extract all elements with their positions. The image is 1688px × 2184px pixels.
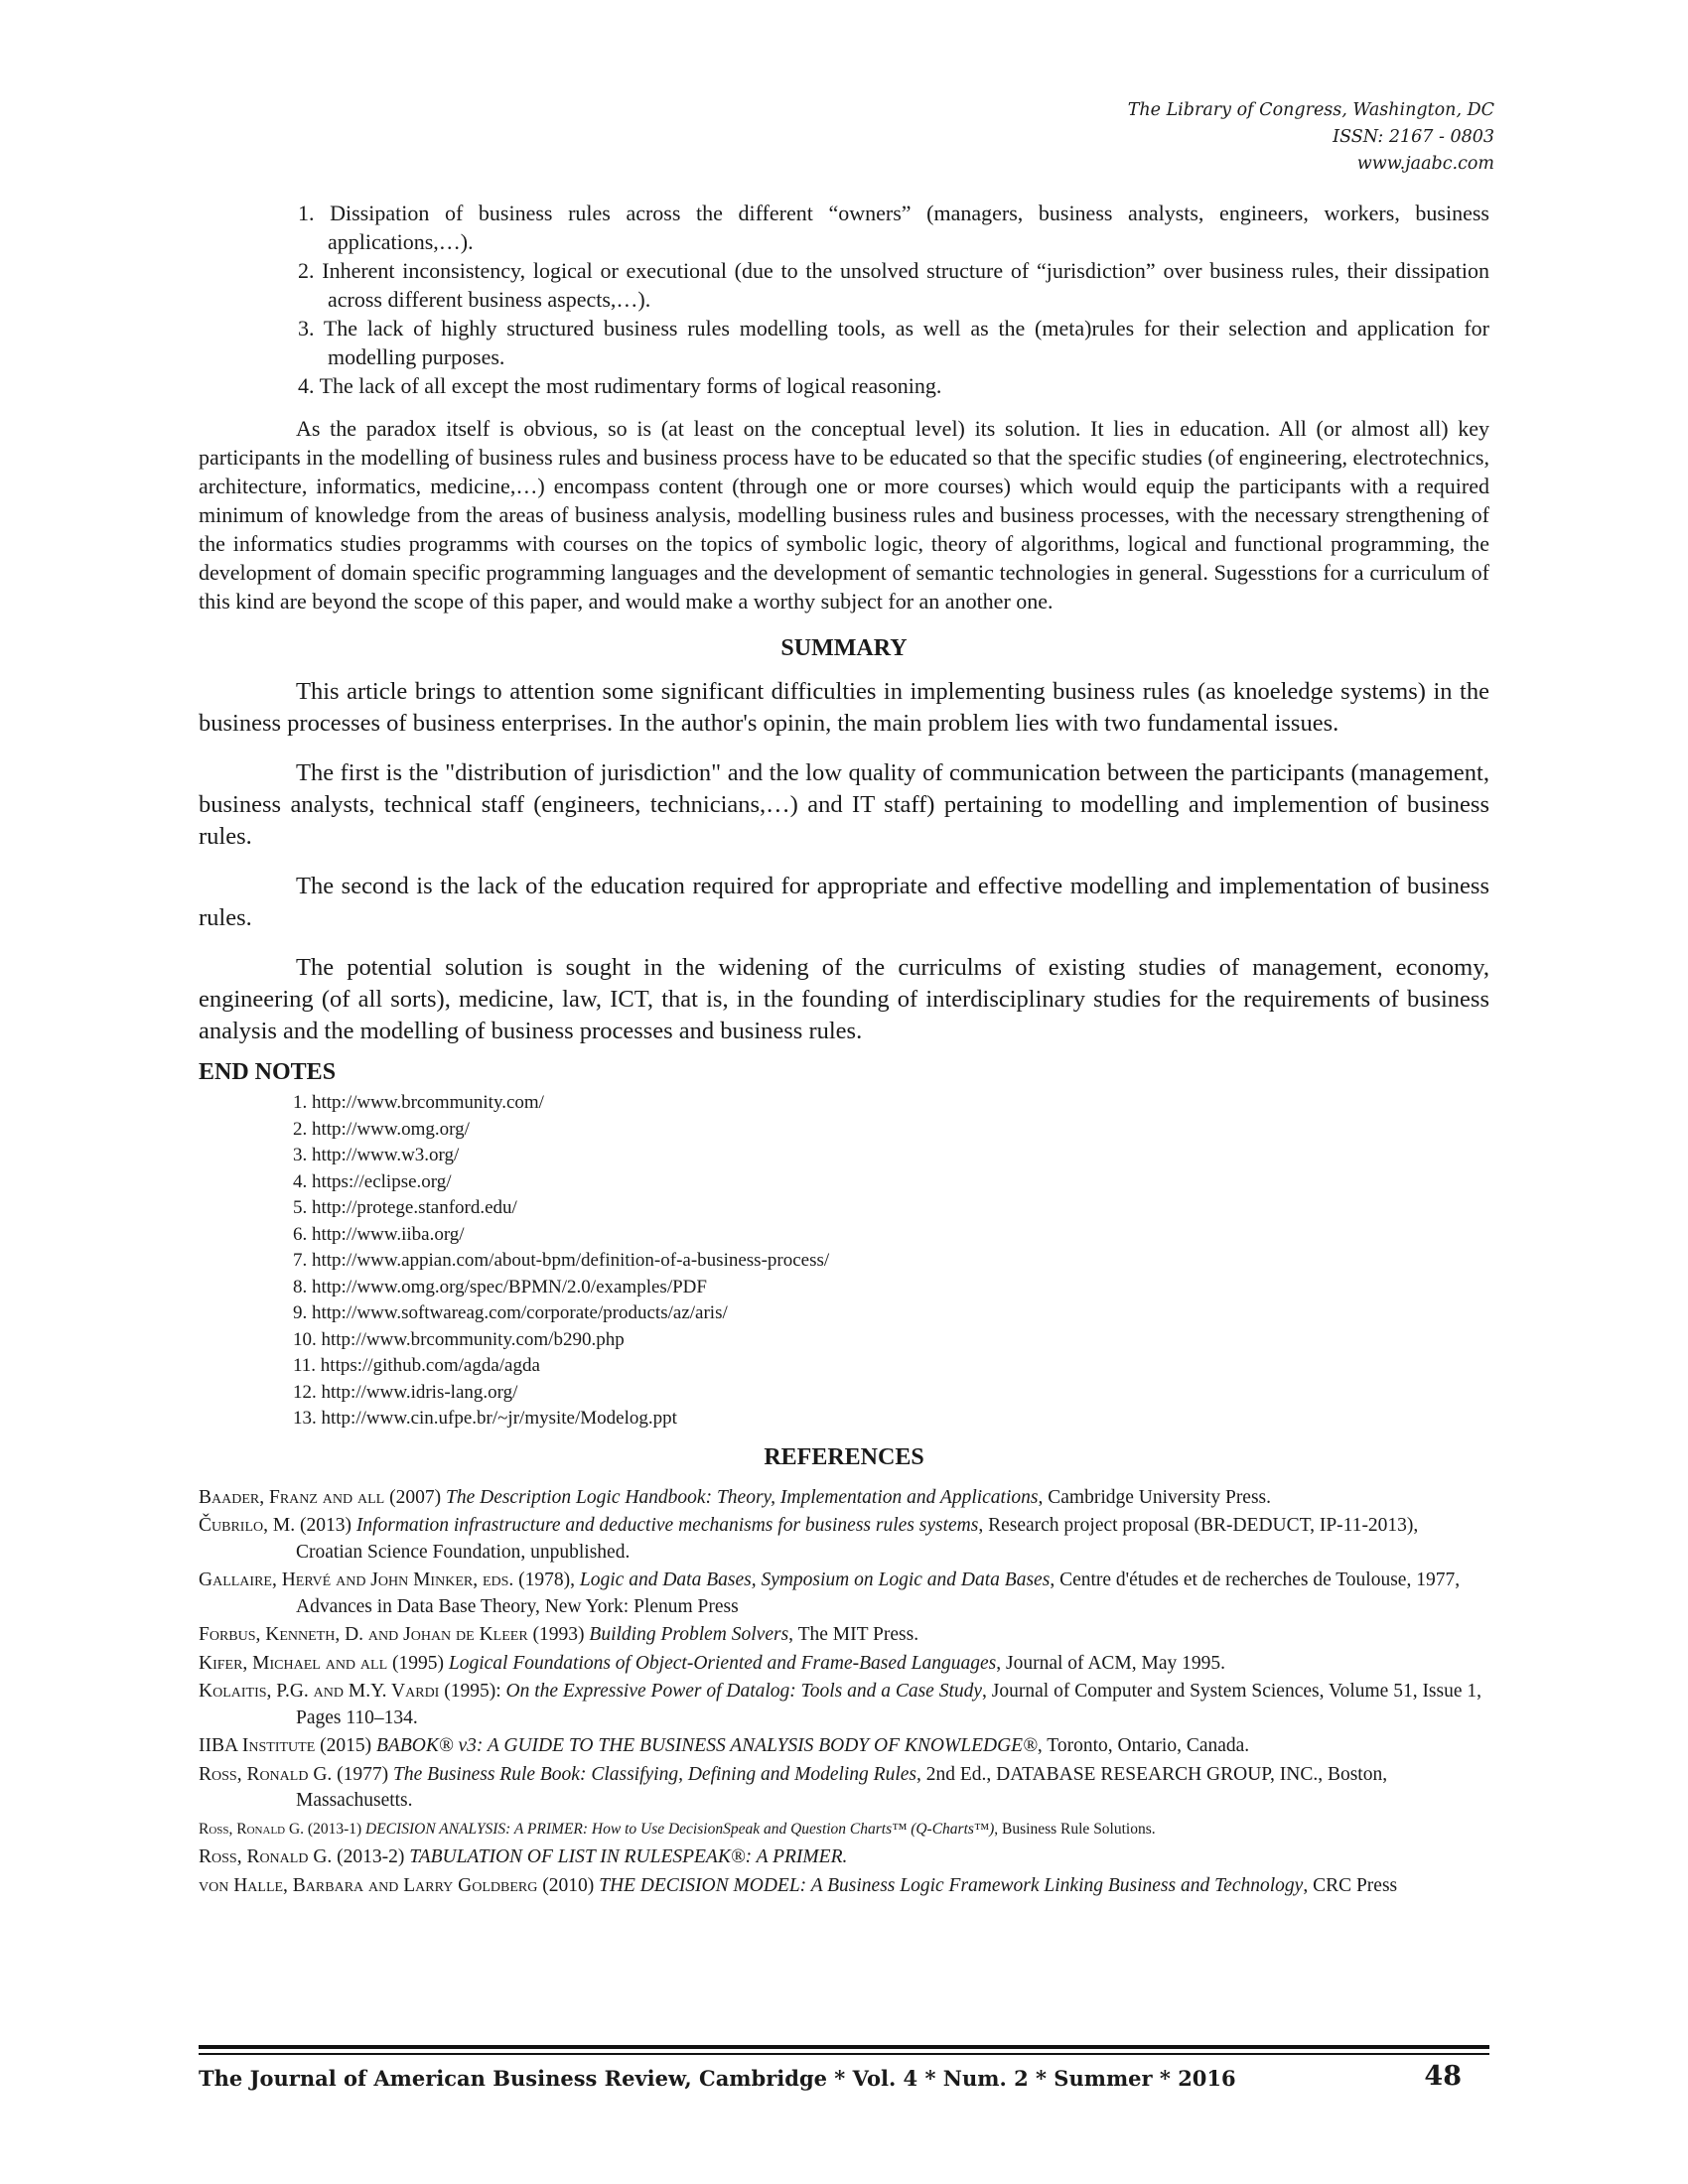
reference-item bbox=[199, 1485, 1489, 1512]
endnote-item: 8. http://www.omg.org/spec/BPMN/2.0/examples/PDF bbox=[293, 1276, 707, 1297]
reference-author: Čubrilo, M. bbox=[199, 1515, 296, 1536]
reference-title: Logic and Data Bases, Symposium on Logic and Data Bases bbox=[579, 1570, 1051, 1590]
reference-year: (1977) bbox=[332, 1763, 394, 1785]
summary-paragraph: The second is the lack of the education required for appropriate and effective modelling and implementation of business rules. bbox=[199, 873, 1489, 931]
endnote-item: 6. http://www.iiba.org/ bbox=[293, 1223, 465, 1245]
reference-author: Kolaitis, P.G. and M.Y. Vardi bbox=[199, 1681, 440, 1702]
references-heading: REFERENCES bbox=[764, 1443, 924, 1470]
header-website: www.jaabc.com bbox=[1356, 154, 1494, 174]
reference-publisher: , CRC Press bbox=[1303, 1874, 1398, 1896]
reference-year: (1995) bbox=[387, 1652, 449, 1674]
endnote-item: 12. http://www.idris-lang.org/ bbox=[293, 1381, 518, 1403]
reference-author: Ross, Ronald G. bbox=[199, 1763, 333, 1785]
reference-publisher: , Journal of Computer and System Sciences, Volume 51, Issue 1, Pages 110–134. bbox=[296, 1681, 1482, 1728]
reference-title: TABULATION OF LIST IN RULESPEAK®: A PRIMER. bbox=[409, 1846, 848, 1867]
reference-title: Building Problem Solvers bbox=[589, 1624, 789, 1645]
header-issn: ISSN: 2167 - 0803 bbox=[1333, 127, 1494, 147]
reference-year: (2013) bbox=[295, 1515, 356, 1536]
reference-year: (2013-1) bbox=[304, 1820, 366, 1838]
reference-year: (1993) bbox=[527, 1624, 590, 1645]
journal-footer bbox=[199, 2061, 1489, 2093]
endnote-item: 7. http://www.appian.com/about-bpm/definition-of-a-business-process/ bbox=[293, 1250, 830, 1271]
reference-author: Ross, Ronald G. bbox=[199, 1846, 333, 1867]
reference-item bbox=[199, 1679, 1489, 1731]
reference-author: Gallaire, Hervé and John Minker, eds. bbox=[199, 1570, 514, 1590]
reference-year: (1978), bbox=[513, 1570, 580, 1590]
reference-title: The Business Rule Book: Classifying, Defining and Modeling Rules bbox=[393, 1763, 917, 1785]
reference-item bbox=[199, 1817, 1489, 1843]
reference-title: DECISION ANALYSIS: A PRIMER: How to Use DecisionSpeak and Question Charts™ (Q-Charts™) bbox=[365, 1820, 995, 1838]
reference-item bbox=[199, 1651, 1489, 1678]
reference-publisher: , Business Rule Solutions. bbox=[994, 1820, 1156, 1838]
list-item: 4. The lack of all except the most rudimentary forms of logical reasoning. bbox=[298, 373, 942, 398]
footer-rule bbox=[199, 2045, 1489, 2049]
endnote-item: 5. http://protege.stanford.edu/ bbox=[293, 1197, 517, 1218]
header-library: The Library of Congress, Washington, DC bbox=[1127, 100, 1494, 120]
summary-paragraph: The potential solution is sought in the widening of the curriculms of existing studies of management, economy, engineering (of all sorts), medicine, law, ICT, that is, in the founding of interdisciplinary studies for the requirements of business analysis and the modelling of business processes and business rules. bbox=[199, 954, 1489, 1044]
reference-author: von Halle, Barbara and Larry Goldberg bbox=[199, 1874, 538, 1896]
reference-author: Ross, Ronald G. bbox=[199, 1820, 305, 1838]
reference-item bbox=[199, 1762, 1489, 1815]
endnote-item: 2. http://www.omg.org/ bbox=[293, 1118, 470, 1140]
page-content bbox=[199, 199, 1489, 1901]
reference-title: The Description Logic Handbook: Theory, Implementation and Applications bbox=[445, 1486, 1039, 1508]
reference-year: (2013-2) bbox=[332, 1846, 410, 1867]
reference-title: On the Expressive Power of Datalog: Tools and a Case Study bbox=[505, 1681, 983, 1702]
reference-item bbox=[199, 1513, 1489, 1566]
reference-item bbox=[199, 1622, 1489, 1649]
endnote-item: 1. http://www.brcommunity.com/ bbox=[293, 1092, 544, 1113]
references-list bbox=[199, 1485, 1489, 1900]
reference-title: Logical Foundations of Object-Oriented and Frame-Based Languages bbox=[448, 1652, 997, 1674]
endnotes-list bbox=[199, 1090, 1489, 1433]
reference-item bbox=[199, 1568, 1489, 1620]
reference-title: Information infrastructure and deductive mechanisms for business rules systems bbox=[355, 1515, 979, 1536]
list-item: 1. Dissipation of business rules across the different “owners” (managers, business analysts, engineers, workers, business applications,…). bbox=[298, 201, 1489, 254]
endnote-item: 3. http://www.w3.org/ bbox=[293, 1145, 460, 1165]
endnote-item: 13. http://www.cin.ufpe.br/~jr/mysite/Modelog.ppt bbox=[293, 1408, 677, 1429]
reference-year: (1995): bbox=[439, 1681, 506, 1702]
reference-title: THE DECISION MODEL: A Business Logic Framework Linking Business and Technology bbox=[599, 1874, 1304, 1896]
page-number: 48 bbox=[1424, 2061, 1462, 2092]
summary-paragraph: The first is the "distribution of jurisdiction" and the low quality of communication between the participants (management, business analysts, technical staff (engineers, technicians,…) and IT staff) pertaining to modelling and implemention of business rules. bbox=[199, 759, 1489, 850]
footer-rule-thin bbox=[199, 2053, 1489, 2055]
endnote-item: 9. http://www.softwareag.com/corporate/products/az/aris/ bbox=[293, 1302, 728, 1323]
reference-year: (2010) bbox=[537, 1874, 600, 1896]
journal-header bbox=[1128, 97, 1494, 178]
endnote-item: 4. https://eclipse.org/ bbox=[293, 1170, 452, 1192]
reference-author: Baader, Franz and all bbox=[199, 1486, 385, 1508]
paradox-paragraph: As the paradox itself is obvious, so is (at least on the conceptual level) its solution. It lies in education. All (or almost all) key participants in the modelling of business rules and business process have to be educated so that the specific studies (of engineering, electrotechnics, architecture, informatics, medicine,…) encompass content (through one or more courses) which would equip the participants with a required minimum of knowledge from the areas of business analysis, modelling business rules and business processes, with the necessary strengthening of the informatics studies programms with courses on the topics of symbolic logic, theory of algorithms, logical and functional programming, the development of domain specific programming languages and the development of semantic technologies in general. Sugesstions for a curriculum of this kind are beyond the scope of this paper, and would make a worthy subject for an another one. bbox=[199, 416, 1489, 614]
footer-journal-title: The Journal of American Business Review, Cambridge * Vol. 4 * Num. 2 * Summer * 2016 bbox=[199, 2066, 1236, 2091]
reference-publisher: , Centre d'études et de recherches de Toulouse, 1977, Advances in Data Base Theory, New York: Plenum Press bbox=[296, 1570, 1461, 1617]
endnotes-heading: END NOTES bbox=[199, 1059, 337, 1085]
list-item: 3. The lack of highly structured business rules modelling tools, as well as the (meta)rules for their selection and application for modelling purposes. bbox=[298, 316, 1489, 369]
reference-publisher: , Journal of ACM, May 1995. bbox=[996, 1652, 1225, 1674]
reference-author: Forbus, Kenneth, D. and Johan de Kleer bbox=[199, 1624, 528, 1645]
list-item: 2. Inherent inconsistency, logical or executional (due to the unsolved structure of “jurisdiction” over business rules, their dissipation across different business aspects,…). bbox=[298, 258, 1489, 312]
reference-publisher: , The MIT Press. bbox=[788, 1624, 919, 1645]
issues-list bbox=[199, 199, 1489, 400]
reference-author: IIBA Institute bbox=[199, 1735, 316, 1756]
endnote-item: 11. https://github.com/agda/agda bbox=[293, 1355, 540, 1376]
reference-year: (2015) bbox=[315, 1735, 376, 1756]
summary-heading: SUMMARY bbox=[780, 635, 908, 661]
reference-author: Kifer, Michael and all bbox=[199, 1652, 388, 1674]
reference-item bbox=[199, 1733, 1489, 1760]
summary-paragraph: This article brings to attention some significant difficulties in implementing business rules (as knoeledge systems) in the business processes of business enterprises. In the author's opinin, the main problem lies with two fundamental issues. bbox=[199, 678, 1489, 737]
reference-item bbox=[199, 1844, 1489, 1871]
reference-year: (2007) bbox=[384, 1486, 446, 1508]
endnote-item: 10. http://www.brcommunity.com/b290.php bbox=[293, 1328, 625, 1350]
reference-item bbox=[199, 1873, 1489, 1900]
reference-title: BABOK® v3: A GUIDE TO THE BUSINESS ANALYSIS BODY OF KNOWLEDGE® bbox=[376, 1735, 1038, 1756]
reference-publisher: , 2nd Ed., DATABASE RESEARCH GROUP, INC., Boston, Massachusetts. bbox=[296, 1763, 1388, 1811]
reference-publisher: , Cambridge University Press. bbox=[1038, 1486, 1272, 1508]
reference-publisher: , Toronto, Ontario, Canada. bbox=[1037, 1735, 1250, 1756]
reference-publisher: , Research project proposal (BR-DEDUCT, IP-11-2013), Croatian Science Foundation, unpublished. bbox=[296, 1515, 1419, 1563]
